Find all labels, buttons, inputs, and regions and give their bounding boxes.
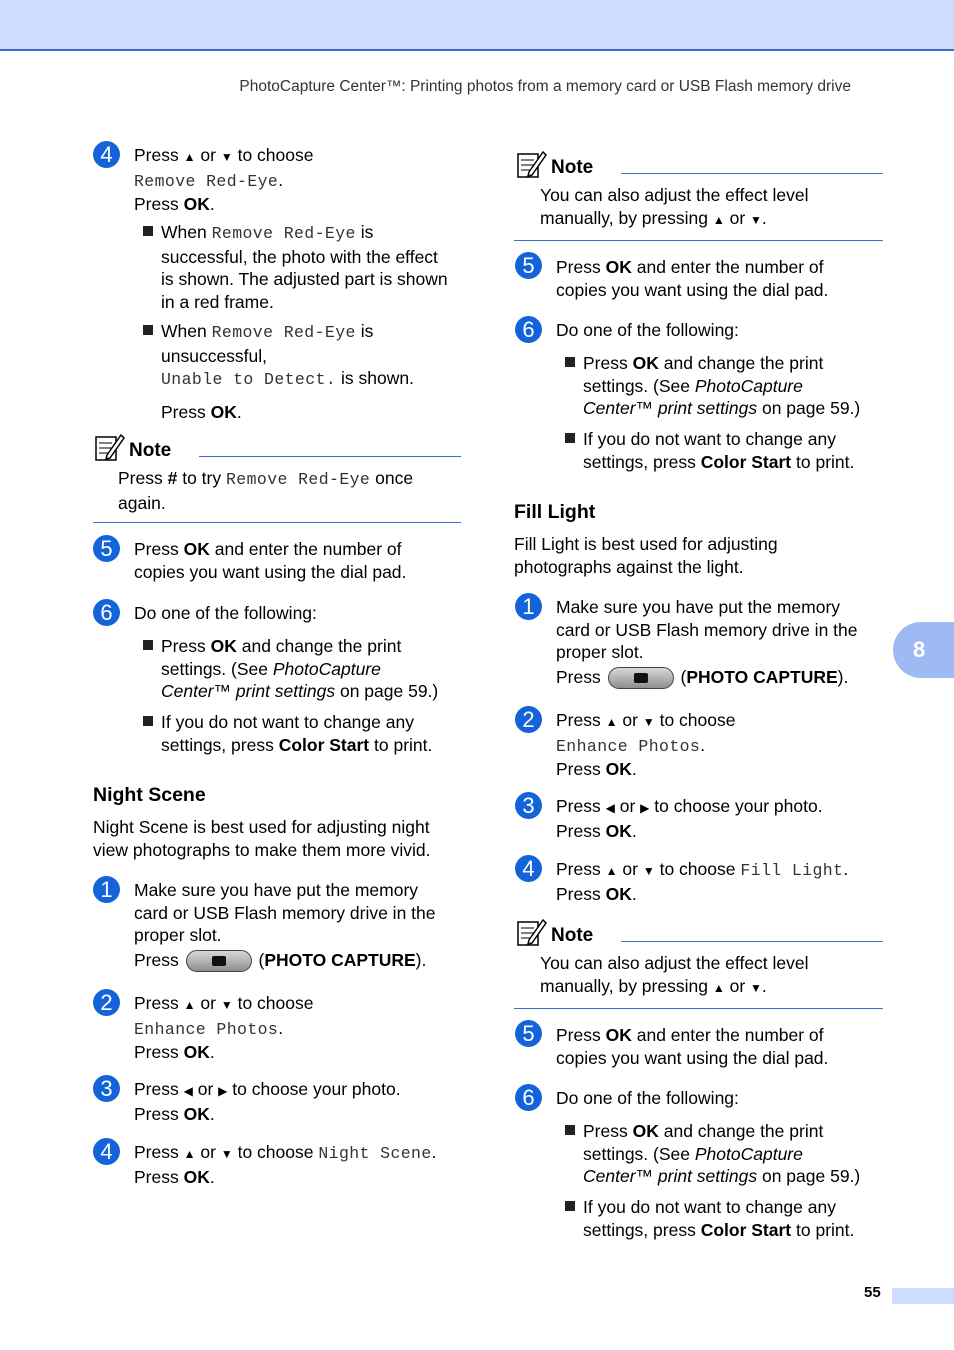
bullet-icon <box>565 1125 575 1135</box>
step-number-5: 5 <box>515 1020 542 1047</box>
note-1-text: Press # to try Remove Red-Eye once again. <box>118 468 414 513</box>
step-number-6: 6 <box>93 599 120 626</box>
note-rule <box>621 173 883 174</box>
bullet-icon <box>143 325 153 335</box>
right-arrow-icon: ▶ <box>640 801 650 815</box>
step-number-5: 5 <box>93 535 120 562</box>
ns-step-4-text: Press ▲ or ▼ to choose Night Scene. Press OK. <box>134 1142 437 1187</box>
note-rule <box>199 456 461 457</box>
ns-step-3-text: Press ◀ or ▶ to choose your photo. Press OK. <box>134 1079 401 1124</box>
bullet-unsuccessful: When Remove Red-Eye is unsuccessful, Unable to Detect. is shown. Press OK. <box>161 321 414 422</box>
left-arrow-icon: ◀ <box>605 801 615 815</box>
step-number-4: 4 <box>93 1138 120 1165</box>
bullet-success: When Remove Red-Eye is successful, the photo with the effect is shown. The adjusted part is shown in a red frame. <box>161 222 448 312</box>
fl-step-4-text: Press ▲ or ▼ to choose Fill Light. Press OK. <box>556 859 849 904</box>
bullet-change-settings: Press OK and change the print settings. (See PhotoCapture Center™ print settings on page 59.) <box>583 1121 861 1186</box>
note-label: Note <box>551 925 594 946</box>
step-5-text: Press OK and enter the number of copies you want using the dial pad. <box>134 539 407 582</box>
top-band <box>0 0 954 51</box>
note-end-rule <box>514 1008 883 1009</box>
pencil-note-icon <box>95 433 125 461</box>
step-number-4: 4 <box>93 141 120 168</box>
pencil-note-icon <box>517 150 547 178</box>
fill-light-intro: Fill Light is best used for adjusting photographs against the light. <box>514 534 778 577</box>
down-arrow-icon: ▼ <box>220 1147 233 1161</box>
r-step-6-text: Do one of the following: <box>556 320 739 340</box>
bullet-icon <box>143 226 153 236</box>
bullet-change-settings: Press OK and change the print settings. (See PhotoCapture Center™ print settings on page 59.) <box>583 353 861 418</box>
left-arrow-icon: ◀ <box>183 1084 193 1098</box>
camera-icon <box>212 956 226 966</box>
bullet-icon <box>565 1201 575 1211</box>
up-arrow-icon: ▲ <box>183 1147 196 1161</box>
down-arrow-icon: ▼ <box>220 998 233 1012</box>
up-arrow-icon: ▲ <box>605 715 618 729</box>
menu-option: Remove Red-Eye <box>134 171 279 191</box>
section-title-night-scene: Night Scene <box>93 784 206 806</box>
step-number-4: 4 <box>515 855 542 882</box>
down-arrow-icon: ▼ <box>750 980 762 995</box>
bullet-icon <box>565 357 575 367</box>
note-rule <box>621 941 883 942</box>
down-arrow-icon: ▼ <box>750 212 762 227</box>
fl-step-5-text: Press OK and enter the number of copies you want using the dial pad. <box>556 1025 829 1068</box>
step-number-1: 1 <box>515 593 542 620</box>
bullet-icon <box>143 716 153 726</box>
up-arrow-icon: ▲ <box>183 998 196 1012</box>
photo-capture-button <box>186 950 252 972</box>
note-adjust-text: You can also adjust the effect level manually, by pressing ▲ or ▼. <box>540 953 809 996</box>
up-arrow-icon: ▲ <box>605 864 618 878</box>
r-step-5-text: Press OK and enter the number of copies you want using the dial pad. <box>556 257 829 300</box>
note-label: Note <box>551 157 594 178</box>
step-number-5: 5 <box>515 252 542 279</box>
step-number-2: 2 <box>515 706 542 733</box>
bullet-icon <box>565 433 575 443</box>
step-number-2: 2 <box>93 989 120 1016</box>
up-arrow-icon: ▲ <box>712 212 725 227</box>
bullet-no-change: If you do not want to change any settings, press Color Start to print. <box>583 1197 855 1240</box>
step-4-text: Press ▲ or ▼ to choose Remove Red-Eye. Press OK. <box>134 145 314 214</box>
step-number-3: 3 <box>515 792 542 819</box>
running-header: PhotoCapture Center™: Printing photos from a memory card or USB Flash memory drive <box>239 78 851 95</box>
step-number-6: 6 <box>515 1084 542 1111</box>
photo-capture-button <box>608 667 674 689</box>
bullet-no-change: If you do not want to change any settings, press Color Start to print. <box>583 429 855 472</box>
fl-step-1-text: Make sure you have put the memory card or USB Flash memory drive in the proper slot. Press (PHOTO CAPTURE). <box>556 596 858 689</box>
note-label: Note <box>129 440 172 461</box>
step-number-3: 3 <box>93 1075 120 1102</box>
fl-step-6-text: Do one of the following: <box>556 1088 739 1108</box>
chapter-tab: 8 <box>893 622 954 678</box>
right-arrow-icon: ▶ <box>218 1084 228 1098</box>
down-arrow-icon: ▼ <box>220 150 233 164</box>
bullet-icon <box>143 640 153 650</box>
ns-step-1-text: Make sure you have put the memory card or USB Flash memory drive in the proper slot. Press (PHOTO CAPTURE). <box>134 879 436 972</box>
note-adjust-text: You can also adjust the effect level manually, by pressing ▲ or ▼. <box>540 185 809 228</box>
bullet-no-change: If you do not want to change any settings, press Color Start to print. <box>161 712 433 755</box>
down-arrow-icon: ▼ <box>642 715 655 729</box>
bullet-change-settings: Press OK and change the print settings. (See PhotoCapture Center™ print settings on page 59.) <box>161 636 439 701</box>
note-end-rule <box>93 522 461 523</box>
page-number-bar <box>892 1288 954 1304</box>
fl-step-3-text: Press ◀ or ▶ to choose your photo. Press OK. <box>556 796 823 841</box>
pencil-note-icon <box>517 918 547 946</box>
step-number-1: 1 <box>93 876 120 903</box>
up-arrow-icon: ▲ <box>712 980 725 995</box>
ns-step-2-text: Press ▲ or ▼ to choose Enhance Photos. Press OK. <box>134 993 314 1062</box>
fl-step-2-text: Press ▲ or ▼ to choose Enhance Photos. Press OK. <box>556 710 736 779</box>
section-title-fill-light: Fill Light <box>514 501 596 523</box>
step-number-6: 6 <box>515 316 542 343</box>
step-6-text: Do one of the following: <box>134 603 317 623</box>
camera-icon <box>634 673 648 683</box>
note-end-rule <box>514 240 883 241</box>
up-arrow-icon: ▲ <box>183 150 196 164</box>
night-scene-intro: Night Scene is best used for adjusting night view photographs to make them more vivid. <box>93 817 431 860</box>
page-number: 55 <box>864 1284 881 1301</box>
down-arrow-icon: ▼ <box>642 864 655 878</box>
